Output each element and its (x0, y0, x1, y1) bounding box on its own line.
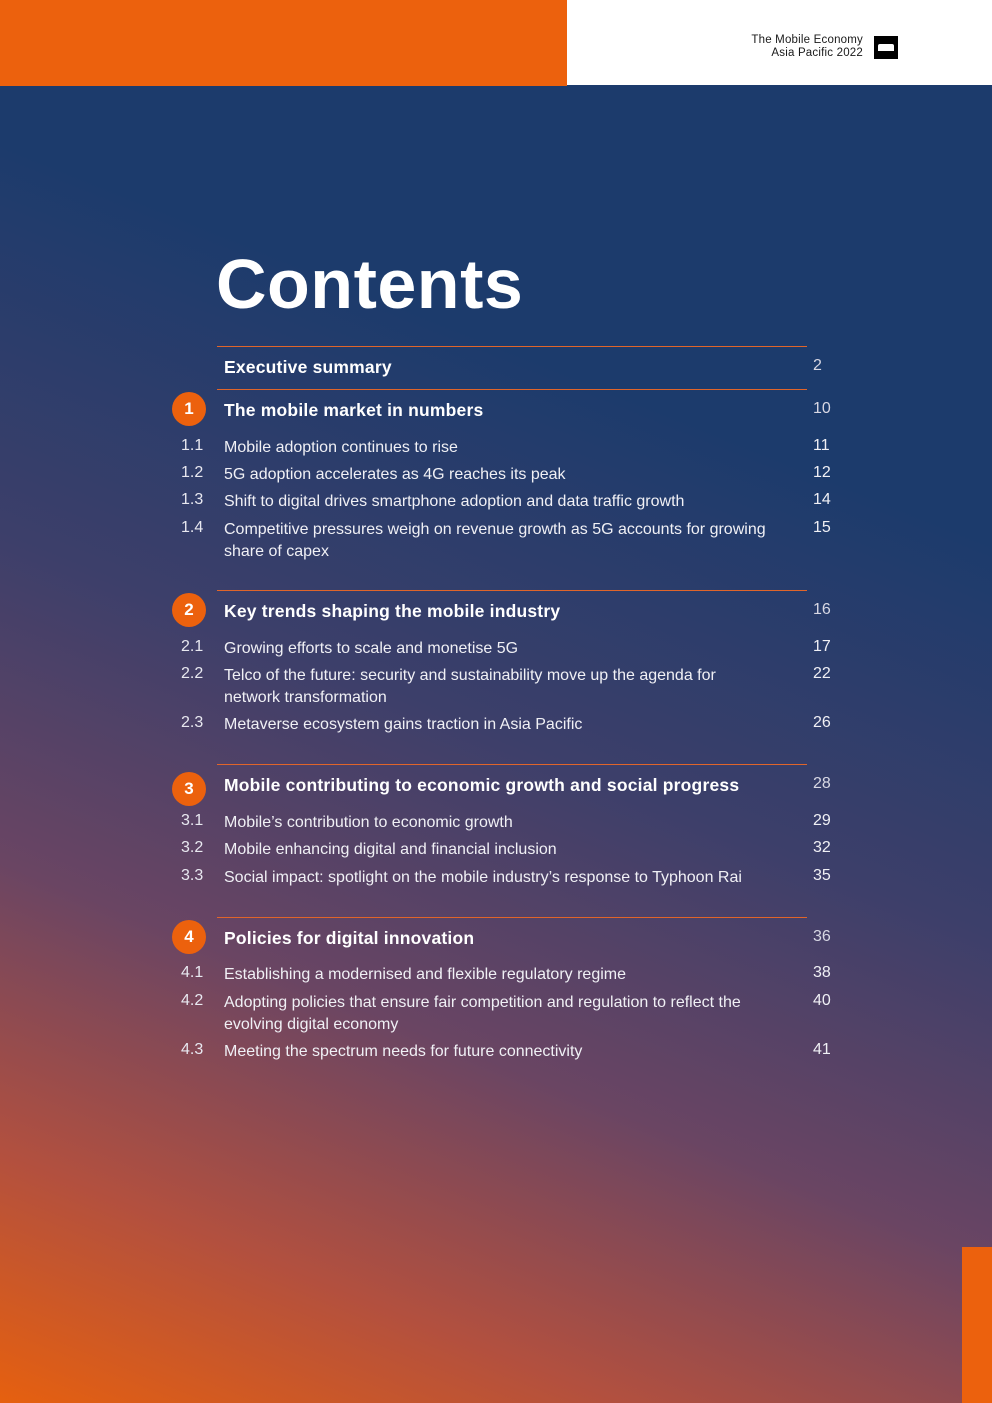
toc-item-text: 5G adoption accelerates as 4G reaches its peak (224, 466, 566, 483)
toc-item-text: Telco of the future: security and sustainability move up the agenda for network transformation (224, 667, 716, 706)
toc-item-page: 40 (813, 992, 831, 1009)
divider (217, 346, 807, 347)
corner-accent-bar (962, 1247, 992, 1403)
gsma-logo-icon (874, 36, 898, 59)
section-number-badge: 1 (172, 392, 206, 426)
toc-item-number: 4.2 (181, 992, 204, 1009)
toc-section-page: 28 (813, 775, 831, 792)
toc-item-text: Social impact: spotlight on the mobile industry’s response to Typhoon Rai (224, 869, 742, 886)
divider (217, 389, 807, 390)
toc-item-text: Competitive pressures weigh on revenue growth as 5G accounts for growing share of capex (224, 521, 766, 560)
toc-item-page: 12 (813, 464, 831, 481)
toc-item-number: 1.2 (181, 464, 204, 481)
toc-item-number: 1.4 (181, 519, 204, 536)
section-number-badge: 3 (172, 772, 206, 806)
toc-item-number: 4.3 (181, 1041, 204, 1058)
toc-item-number: 2.1 (181, 638, 204, 655)
toc-item-number: 1.1 (181, 437, 204, 454)
report-title-line1: The Mobile Economy (751, 34, 863, 46)
toc-item-page: 38 (813, 964, 831, 981)
toc-item-number: 2.3 (181, 714, 204, 731)
divider (217, 917, 807, 918)
toc-entry-title: Executive summary (224, 357, 392, 377)
divider (217, 764, 807, 765)
toc-section-title: Mobile contributing to economic growth and social progress (224, 775, 740, 795)
toc-item-number: 1.3 (181, 491, 204, 508)
toc-item-page: 14 (813, 491, 831, 508)
report-title (751, 34, 863, 60)
toc-item-text: Mobile’s contribution to economic growth (224, 814, 513, 831)
toc-section-title: Policies for digital innovation (224, 928, 475, 948)
toc-item-page: 11 (813, 437, 830, 454)
toc-item-number: 2.2 (181, 665, 204, 682)
toc-item-page: 32 (813, 839, 831, 856)
toc-item-text: Mobile adoption continues to rise (224, 439, 458, 456)
toc-section-title: The mobile market in numbers (224, 400, 484, 420)
toc-item-text: Growing efforts to scale and monetise 5G (224, 640, 519, 657)
toc-section-page: 36 (813, 928, 831, 945)
toc-item-page: 17 (813, 638, 831, 655)
toc-item-number: 3.3 (181, 867, 204, 884)
toc-item-text: Meeting the spectrum needs for future connectivity (224, 1043, 583, 1060)
report-title-line2: Asia Pacific 2022 (771, 47, 863, 59)
toc-section-title: Key trends shaping the mobile industry (224, 601, 561, 621)
toc-item-text: Mobile enhancing digital and financial inclusion (224, 841, 557, 858)
toc-item-number: 3.2 (181, 839, 204, 856)
toc-item-page: 22 (813, 665, 831, 682)
section-number-badge: 4 (172, 920, 206, 954)
divider (217, 590, 807, 591)
toc-item-page: 15 (813, 519, 831, 536)
page-title: Contents (216, 245, 524, 323)
toc-item-text: Shift to digital drives smartphone adoption and data traffic growth (224, 493, 685, 510)
toc-item-page: 35 (813, 867, 831, 884)
toc-item-page: 29 (813, 812, 831, 829)
toc-entry-page: 2 (813, 357, 822, 374)
section-number-badge: 2 (172, 593, 206, 627)
toc-item-text: Adopting policies that ensure fair competition and regulation to reflect the evolving digital economy (224, 994, 741, 1033)
toc-item-text: Metaverse ecosystem gains traction in Asia Pacific (224, 716, 583, 733)
toc-section-page: 16 (813, 601, 831, 618)
toc-item-text: Establishing a modernised and flexible regulatory regime (224, 966, 626, 983)
toc-item-number: 3.1 (181, 812, 204, 829)
header-accent-bar (0, 0, 567, 86)
toc-section-page: 10 (813, 400, 831, 417)
toc-item-page: 26 (813, 714, 831, 731)
toc-item-number: 4.1 (181, 964, 204, 981)
toc-item-page: 41 (813, 1041, 831, 1058)
